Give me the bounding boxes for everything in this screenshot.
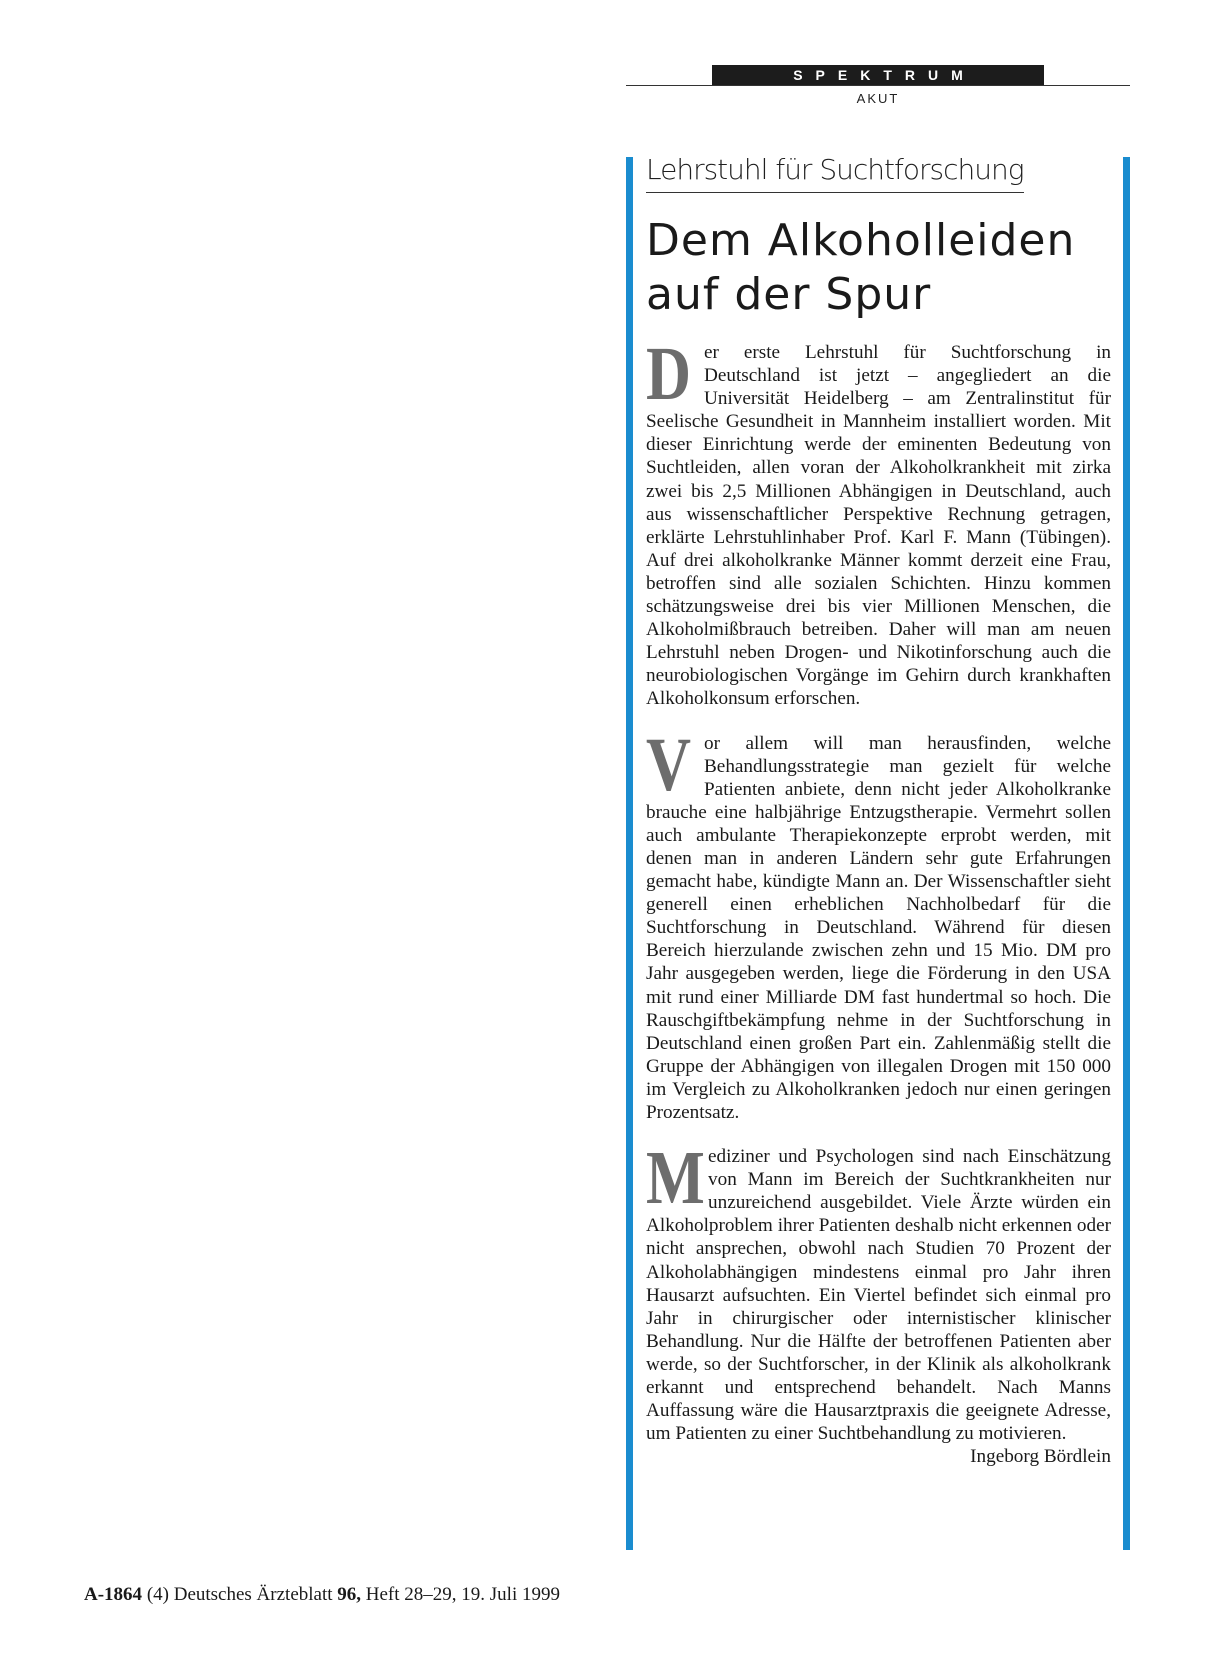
drop-initial: D [646,332,692,416]
article-kicker: Lehrstuhl für Suchtforschung [646,150,1024,193]
local-page: (4) [146,1584,169,1605]
article-headline [646,214,1116,322]
section-label: SPEKTRUM [712,65,1044,85]
paragraph [646,722,1111,1125]
article-body [646,332,1111,1468]
page-footer [84,1584,560,1606]
drop-initial: M [646,1136,705,1221]
subsection-label: AKUT [856,91,900,106]
drop-initial: V [646,722,692,807]
paragraph-text: or allem will man herausfinden, welche Behandlungsstrategie man gezielt für welche Patienten anbiete, denn nicht jeder Alkoholkranke brauche eine halbjährige Entzugstherapie. Vermehrt sollen auch ambulante Therapiekonzepte erprobt werden, mit denen man in anderen Ländern sehr gute Erfahrungen gemacht habe, kündigte Mann an. Der Wissenschaftler sieht generell einen erheblichen Nachholbedarf für die Suchtforschung in Deutschland. Während für diesen Bereich hierzulande zwischen zehn und 15 Mio. DM pro Jahr ausgegeben werden, liege die Förderung in den USA mit rund einer Milliarde DM fast hundertmal so hoch. Die Rauschgiftbekämpfung nehme in der Suchtforschung in Deutschland einen großen Part ein. Zahlenmäßig stellt die Gruppe der Abhängigen von illegalen Drogen mit 150 000 im Vergleich zu Alkoholkranken jedoch nur einen geringen Prozentsatz. [646,732,1111,1123]
header-rule [626,85,1130,86]
paragraph [646,332,1111,711]
paragraph [646,1136,1111,1468]
issue-date: Heft 28–29, 19. Juli 1999 [365,1584,560,1605]
article-border-left [626,157,633,1550]
page-number: A-1864 [84,1584,143,1605]
article-border-right [1123,157,1130,1550]
author-signature: Ingeborg Bördlein [970,1446,1111,1468]
headline-line-1: Dem Alkoholleiden [646,215,1076,266]
paragraph-text: er erste Lehrstuhl für Suchtforschung in Deutschland ist jetzt – angegliedert an die Universität Heidelberg – am Zentralinstitut für Seelische Gesundheit in Mannheim installiert worden. Mit dieser Einrichtung werde der eminenten Bedeutung von Suchtleiden, allen voran der Alkoholkrankheit mit zirka zwei bis 2,5 Millionen Abhängigen in Deutschland, auch aus wissenschaftlicher Perspektive Rechnung getragen, erklärte Lehrstuhlinhaber Prof. Karl F. Mann (Tübingen). Auf drei alkoholkranke Männer kommt derzeit eine Frau, betroffen sind alle sozialen Schichten. Hinzu kommen schätzungsweise drei bis vier Millionen Menschen, die Alkoholmißbrauch betreiben. Daher will man am neuen Lehrstuhl neben Drogen- und Nikotinforschung auch die neurobiologischen Vorgänge im Gehirn durch krankhaften Alkoholkonsum erforschen. [646,342,1111,710]
paragraph-text: ediziner und Psychologen sind nach Einschätzung von Mann im Bereich der Suchtkrankheiten nur unzureichend ausgebildet. Viele Ärzte würden ein Alkoholproblem ihrer Patienten deshalb nicht erkennen oder nicht ansprechen, obwohl nach Studien 70 Prozent der Alkoholabhängigen mindestens einmal pro Jahr ihren Hausarzt aufsuchten. Ein Viertel befindet sich einmal pro Jahr in chirurgischer oder internistischer klinischer Behandlung. Nur die Hälfte der betroffenen Patienten aber werde, so der Suchtforscher, in der Klinik als alkoholkrank erkannt und entsprechend behandelt. Nach Manns Auffassung wäre die Hausarztpraxis die geeignete Adresse, um Patienten zu einer Suchtbehandlung zu motivieren. [646,1146,1111,1445]
headline-line-2: auf der Spur [646,269,932,320]
journal-name: Deutsches Ärzteblatt [173,1584,333,1605]
volume-number: 96, [337,1584,362,1605]
